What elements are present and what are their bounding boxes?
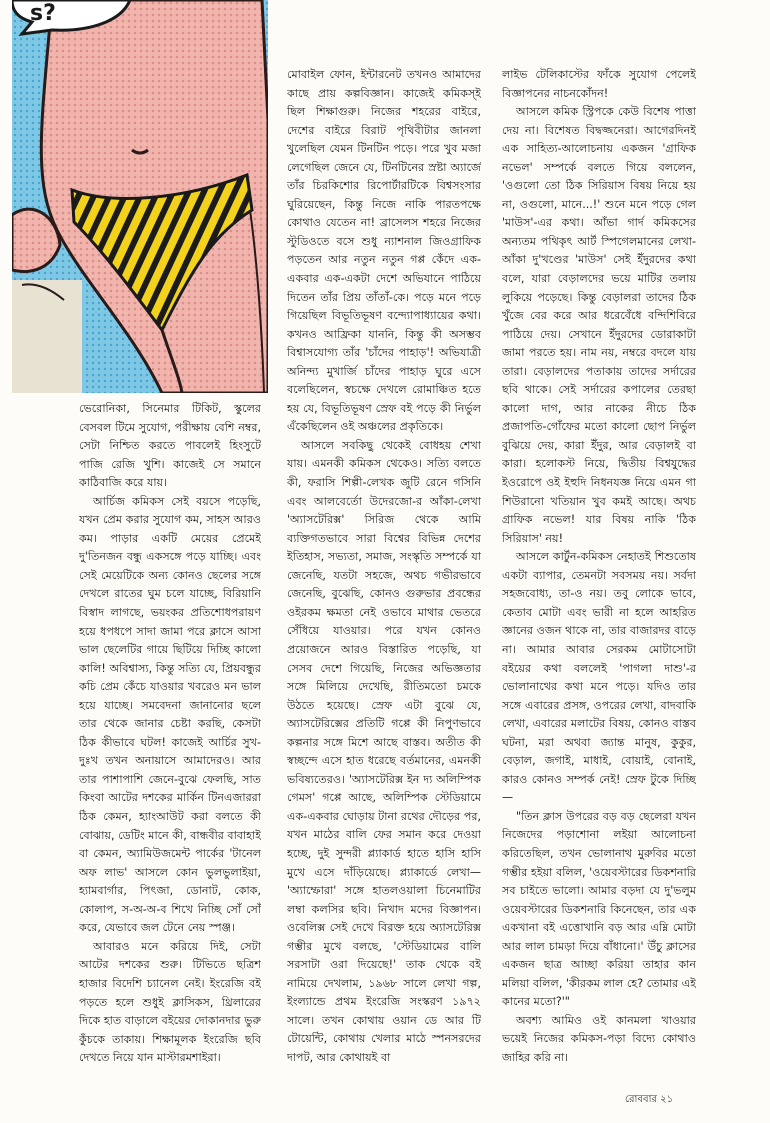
paragraph: আর্চিজ কমিকস সেই বয়সে পড়েছি, যখন প্রেম করার সুযোগ কম, সাহস আরও কম। পাড়ার একটি মেয়ের প্রেমেই দু'তিনজন বন্ধু একসঙ্গে পড়ে যাচ্ছি। এবং সেই মেয়েটিকে অন্য কোনও ছেলের সঙ্গে দেখলে রাতের ঘুম চলে যাচ্ছে, বিরিয়ানি বিস্বাদ লাগছে, ভয়ংকর প্রতিশোধপরায়ণ হয়ে ধপধপে সাদা জামা পরে ক্লাসে আসা ভাল ছেলেটির গায়ে ছিটিয়ে দিচ্ছি কালো কালি! অবিশ্বাস্য, কিন্তু সত্যি যে, প্রিয়বন্ধুর কচি প্রেম কেঁচে যাওয়ার খবরেও মন ভাল হয়ে যাচ্ছে। সমবেদনা জানানোর ছলে তার থেকে জানার চেষ্টা করছি, কেসটা ঠিক কীভাবে ঘটল! কাজেই আর্চির সুখ-দুঃখ তখন অনায়াসে আমাদেরও। আর তার পাশাপাশি জেনে-বুঝে ফেলছি, সাত কিংবা আটের দশকের মার্কিন টিনএজাররা ঠিক কেমন, হ্যাংআউট করা বলতে কী বোঝায়, ডেটিং মানে কী, বান্ধবীর বাবাহাই বা কেমন, অ্যামিউজমেন্ট পার্কের 'টানেল অফ লাভ' আসলে কোন ভুলভুলাইয়া, হ্যামবার্গার, পিৎজা, ডোনাট, কোক, কোলাপ, স-অ-অ-ব শিখে নিচ্ছি সোঁ সোঁ করে, যেভাবে জল টেনে নেয় স্পঞ্জ। [79, 494, 261, 935]
paragraph: লাইভ টেলিকাস্টের ফাঁকে সুযোগ পেলেই বিজ্ঞাপনের নাচনকোঁদন! [502, 68, 696, 100]
comic-art [12, 0, 268, 393]
comic-illustration [12, 0, 268, 393]
page-footer-label: রোববার ২১ [625, 1094, 674, 1105]
paragraph: ভেরোনিকা, সিনেমার টিকিট, স্কুলের বেসবল টিমে সুযোগ, পরীক্ষায় বেশি নম্বর, সেটা নিশ্চিত করতে পাবলেই হিংসুটে পাজি রেজি খুশি। কাজেই সে সমানে কাঠিবাজি করে যায়। [79, 402, 261, 490]
article-column-1 [79, 400, 261, 1082]
paragraph: অবশ্য আমিও ওই কানমলা খাওয়ার ভয়েই নিজের কমিকস-পড়া বিদ্যে কোথাও জাহির করি না। [502, 1013, 696, 1064]
article-column-2 [287, 66, 481, 1082]
paragraph: মোবাইল ফোন, ইন্টারনেট তখনও আমাদের কাছে প্রায় কল্পবিজ্ঞান। কাজেই কমিকস্‌ই ছিল শিক্ষাগুরু। নিজের শহরের বাইরে, দেশের বাইরে বিরাট পৃথিবীটার জানলা খুলেছিল যেমন টিনটিন পড়ে। পরে খুব মজা লেগেছিল জেনে যে, টিনটিনের স্রষ্টা অ্যার্জে তাঁর চিরকিশোর রিপোর্টারটিকে বিশ্বসংসার ঘুরিয়েছেন, কিন্তু নিজে নাকি পারতপক্ষে কোথাও যেতেন না! ব্রাসেলস শহরে নিজের স্টুডিওতে বসে শুধু ন্যাশনাল জিওগ্রাফিক পড়তেন আর নতুন নতুন গপ্প কেঁদে এক-একবার এক-একটা দেশে অভিযানে পাঠিয়ে দিতেন তাঁর প্রিয় তাঁতাঁ-কে। পড়ে মনে পড়ে গিয়েছিল বিভূতিভূষণ বন্দ্যোপাধ্যায়ের কথা। কখনও আফ্রিকা যাননি, কিন্তু কী অসম্ভব বিশ্বাসযোগ্য তাঁর 'চাঁদের পাহাড়'! অভিযাত্রী অনিন্দ্য মুখার্জি চাঁদের পাহাড় ঘুরে এসে বলেছিলেন, স্বচক্ষে দেখলে রোমাঞ্চিত হতে হয় যে, বিভূতিভূষণ স্রেফ বই পড়ে কী নির্ভুল এঁকেছিলেন ওই অঞ্চলের প্রকৃতিকে। [287, 68, 481, 434]
paragraph: আসলে কমিক স্ট্রিপকে কেউ বিশেষ পাত্তা দেয় না। বিশেষত বিদ্বজ্জনেরা। আগেরদিনই এক সাহিত্য-আলোচনায় একজন 'গ্রাফিক নভেল' সম্পর্কে বলতে গিয়ে বললেন, 'ওগুলো তো ঠিক সিরিয়াস বিষয় নিয়ে হয় না, ওগুলো, মানে...!' শুনে মনে পড়ে গেল 'মাউস'-এর কথা। আঁভা গার্দ কমিকসের অন্যতম পথিকৃৎ আর্ট স্পিগেলমানের লেখা-আঁকা দু'খণ্ডের 'মাউস' সেই ইঁদুরদের কথা বলে, যারা বেড়ালদের ভয়ে মাটির তলায় লুকিয়ে পড়েছে। কিন্তু বেড়ালরা তাদের ঠিক খুঁজে বের করে আর ধরেবেঁধে বন্দিশিবিরে পাঠিয়ে দেয়। সেখানে ইঁদুরদের ডোরাকাটা জামা পরতে হয়। নাম নয়, নম্বরে বদলে যায় তারা। বেড়ালদের পতাকায় তাদের সর্দারের ছবি থাকে। সেই সর্দারের কপালের তেরছা কালো দাগ, আর নাকের নীচে ঠিক প্রজাপতি-গোঁফের মতো কালো ছোপ নির্ভুল বুঝিয়ে দেয়, কারা ইঁদুর, আর বেড়ালই বা কারা। হলোকস্ট নিয়ে, দ্বিতীয় বিশ্বযুদ্ধের ইওরোপে ওই ইহুদি নিধনযজ্ঞ নিয়ে এমন গা শিউরানো খতিয়ান খুব কমই আছে। অথচ গ্রাফিক নভেল! যার বিষয় নাকি 'ঠিক সিরিয়াস' নয়! [502, 105, 696, 545]
speech-text: s? [30, 1, 56, 26]
paragraph: আবারও মনে করিয়ে দিই, সেটা আটের দশকের শুরু। টিভিতে ছত্রিশ হাজার বিদেশি চ্যানেল নেই। ইংরেজি বই পড়তে হলে শুধুই ক্লাসিকস, থ্রিলারের দিকে হাত বাড়ালে বইয়ের দোকানদার ভুরু কুঁচকে তাকায়। শিক্ষামূলক ইংরেজি ছবি দেখতে নিয়ে যান মাস্টারমশাইরা। [79, 939, 261, 1065]
quote-paragraph: "তিন ক্লাস উপরের বড় বড় ছেলেরা যখন নিজেদের পড়াশোনা লইয়া আলোচনা করিতেছিল, তখন ভোলানাথ মুরুবির মতো গম্ভীর হইয়া বলিল, 'ওয়েবস্টারের ডিকশনারি সব চাইতে ভালো। আমার বড়দা যে দু'ভলুম ওয়েবস্টারের ডিকশনারি কিনেছেন, তার এক একখানা বই এত্তোখানি বড় আর এম্নি মোটা আর লাল চামড়া দিয়ে বাঁধানো।' উঁচু ক্লাসের একজন ছাত্র আচ্ছা করিয়া তাহার কান মলিয়া বলিল, 'কীরকম লাল হে? তোমার এই কানের মতো?'" [502, 809, 696, 1009]
article-column-3 [502, 66, 696, 1082]
paragraph: আসলে কার্টুন-কমিকস নেহাতই শিশুতোষ একটা ব্যাপার, তেমনটা সবসময় নয়। সর্বদা সহজবোধ্য, তা-ও নয়। তবু লোকে ভাবে, কেতাব মোটা এবং ভারী না হলে আহরিত জ্ঞানের ওজন থাকে না, তার বাজারদর বাড়ে না। আমার আবার সেরকম মোটাসোটা বইয়ের কথা বললেই 'পাগলা দাশু'-র ভোলানাথের কথা মনে পড়ে। যদিও তার সঙ্গে এবারের প্রসঙ্গ, ওপরের লেখা, বাদবাকি লেখা, এবারের মলাটের বিষয়, কোনও বাস্তব ঘটনা, মরা অথবা জ্যান্ত মানুষ, কুকুর, বেড়াল, জগাই, মাধাই, বোয়াই, বোনাই, কারও কোনও সম্পর্ক নেই! স্রেফ টুকে দিচ্ছি— [502, 550, 696, 805]
paragraph: আসলে সবকিছু থেকেই বোধহয় শেখা যায়। এমনকী কমিকস থেকেও। সত্যি বলতে কী, ফরাসি শিল্পী-লেখক জুটি রেনে গসিনি এবং আলবের্তো উদেরজো-র আঁকা-লেখা 'অ্যাসটেরিক্স' সিরিজ থেকে আমি ব্যক্তিগতভাবে সারা বিশ্বের বিভিন্ন দেশের ইতিহাস, সভ্যতা, সমাজ, সংস্কৃতি সম্পর্কে যা জেনেছি, যতটা সহজে, অথচ গভীরভাবে জেনেছি, বুঝেছি, কোনও গুরুভার প্রবন্ধের ওইরকম ক্ষমতা নেই ওভাবে মাথার ভেতরে সেঁধিয়ে যাওয়ার। পরে যখন কোনও প্রয়োজনে আরও বিস্তারিত পড়েছি, যা সেসব দেশে গিয়েছি, নিজের অভিজ্ঞতার সঙ্গে মিলিয়ে দেখেছি, রীতিমতো চমকে উঠতে হয়েছে। স্রেফ এটা বুঝে যে, অ্যাসটেরিক্সের প্রতিটি গপ্পে কী নিপুণভাবে কল্পনার সঙ্গে মিশে আছে বাস্তব। অতীত কী স্বচ্ছন্দে এসে হাত ধরেছে বর্তমানের, এমনকী ভবিষ্যতেরও। 'অ্যাসটেরিক্স ইন দ্য অলিম্পিক গেমস' গপ্পে আছে, অলিম্পিক স্টেডিয়ামে এক-একবার ঘোড়ায় টানা রথের দৌড়ের পর, যখন মাঠের বালি ফের সমান করে দেওয়া হচ্ছে, দুই সুন্দরী প্ল্যাকার্ড হাতে হাসি হাসি মুখে এসে দাঁড়িয়েছে। প্ল্যাকার্ডে লেখা— 'অ্যাম্ফোরা' সঙ্গে হাতলওয়ালা চিনেমাটির লম্বা কলসির ছবি। নিখাদ মদের বিজ্ঞাপন। ওবেলিক্স সেই দেখে বিরক্ত হয়ে অ্যাসটেরিক্স গম্ভীর মুখে বলছে, 'স্টেডিয়ামের বালি সরসাটা ওরা দিয়েছে!' তাক থেকে বই নামিয়ে দেখলাম, ১৯৬৮ সালে লেখা গল্প, ইংল্যান্ডে প্রথম ইংরেজি সংস্করণ ১৯৭২ সালে। তখন কোথায় ওয়ান ডে আর টি টোয়েন্টি, কোথায় খেলার মাঠে স্পনসরদের দাপট, আর কোথায়ই বা [287, 438, 481, 1064]
